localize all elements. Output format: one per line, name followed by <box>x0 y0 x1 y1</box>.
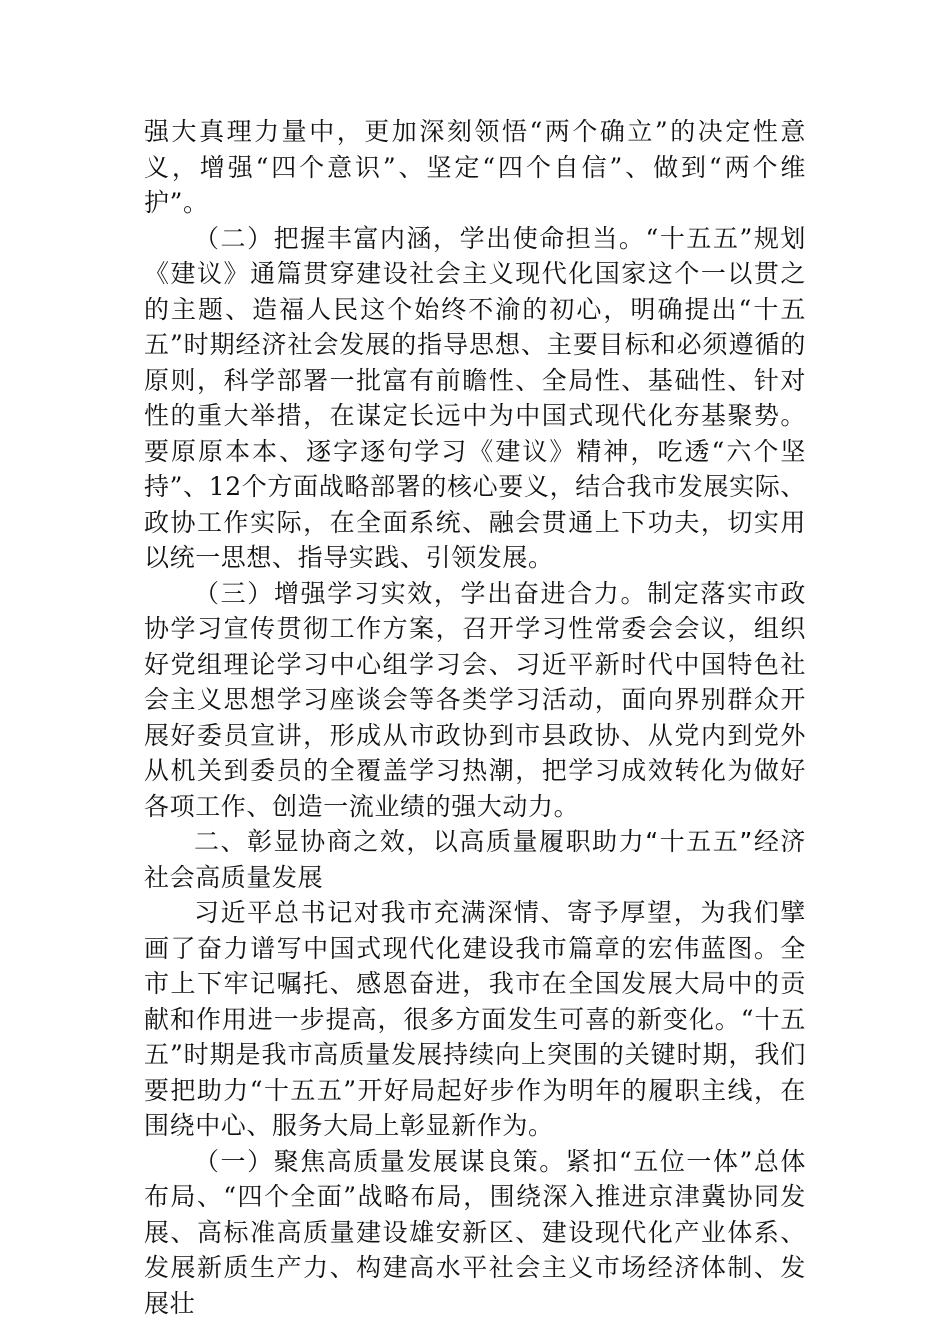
paragraph-subsection-3: （三）增强学习实效，学出奋进合力。制定落实市政协学习宣传贯彻工作方案，召开学习性常委会会议，组织好党组理论学习中心组学习会、习近平新时代中国特色社会主义思想学习座谈会等各类学习活动，面向界别群众开展好委员宣讲，形成从市政协到市县政协、从党内到党外从机关到委员的全覆盖学习热潮，把学习成效转化为做好各项工作、创造一流业绩的强大动力。 <box>144 578 806 821</box>
paragraph-subsection-2: （二）把握丰富内涵，学出使命担当。“十五五”规划《建议》通篇贯穿建设社会主义现代化国家这个一以贯之的主题、造福人民这个始终不渝的初心，明确提出“十五五”时期经济社会发展的指导思想、主要目标和必须遵循的原则，科学部署一批富有前瞻性、全局性、基础性、针对性的重大举措，在谋定长远中为中国式现代化夯基聚势。要原原本本、逐字逐句学习《建议》精神，吃透“六个坚持”、12个方面战略部署的核心要义，结合我市发展实际、政协工作实际，在全面系统、融会贯通上下功夫，切实用以统一思想、指导实践、引领发展。 <box>144 223 806 572</box>
paragraph-section-intro: 习近平总书记对我市充满深情、寄予厚望，为我们擘画了奋力谱写中国式现代化建设我市篇章的宏伟蓝图。全市上下牢记嘱托、感恩奋进，我市在全国发展大局中的贡献和作用进一步提高，很多方面发生可喜的新变化。“十五五”时期是我市高质量发展持续向上突围的关键时期，我们要把助力“十五五”开好局起好步作为明年的履职主线，在围绕中心、服务大局上彰显新作为。 <box>144 898 806 1140</box>
document-body <box>144 114 806 1321</box>
paragraph-subsection-1: （一）聚焦高质量发展谋良策。紧扣“五位一体”总体布局、“四个全面”战略布局，围绕深入推进京津冀协同发展、高标准高质量建设雄安新区、建设现代化产业体系、发展新质生产力、构建高水平社会主义市场经济体制、发展壮 <box>144 1146 806 1318</box>
paragraph-continuation: 强大真理力量中，更加深刻领悟“两个确立”的决定性意义，增强“四个意识”、坚定“四个自信”、做到“两个维护”。 <box>144 117 806 217</box>
section-heading-2: 二、彰显协商之效，以高质量履职助力“十五五”经济社会高质量发展 <box>144 827 806 892</box>
